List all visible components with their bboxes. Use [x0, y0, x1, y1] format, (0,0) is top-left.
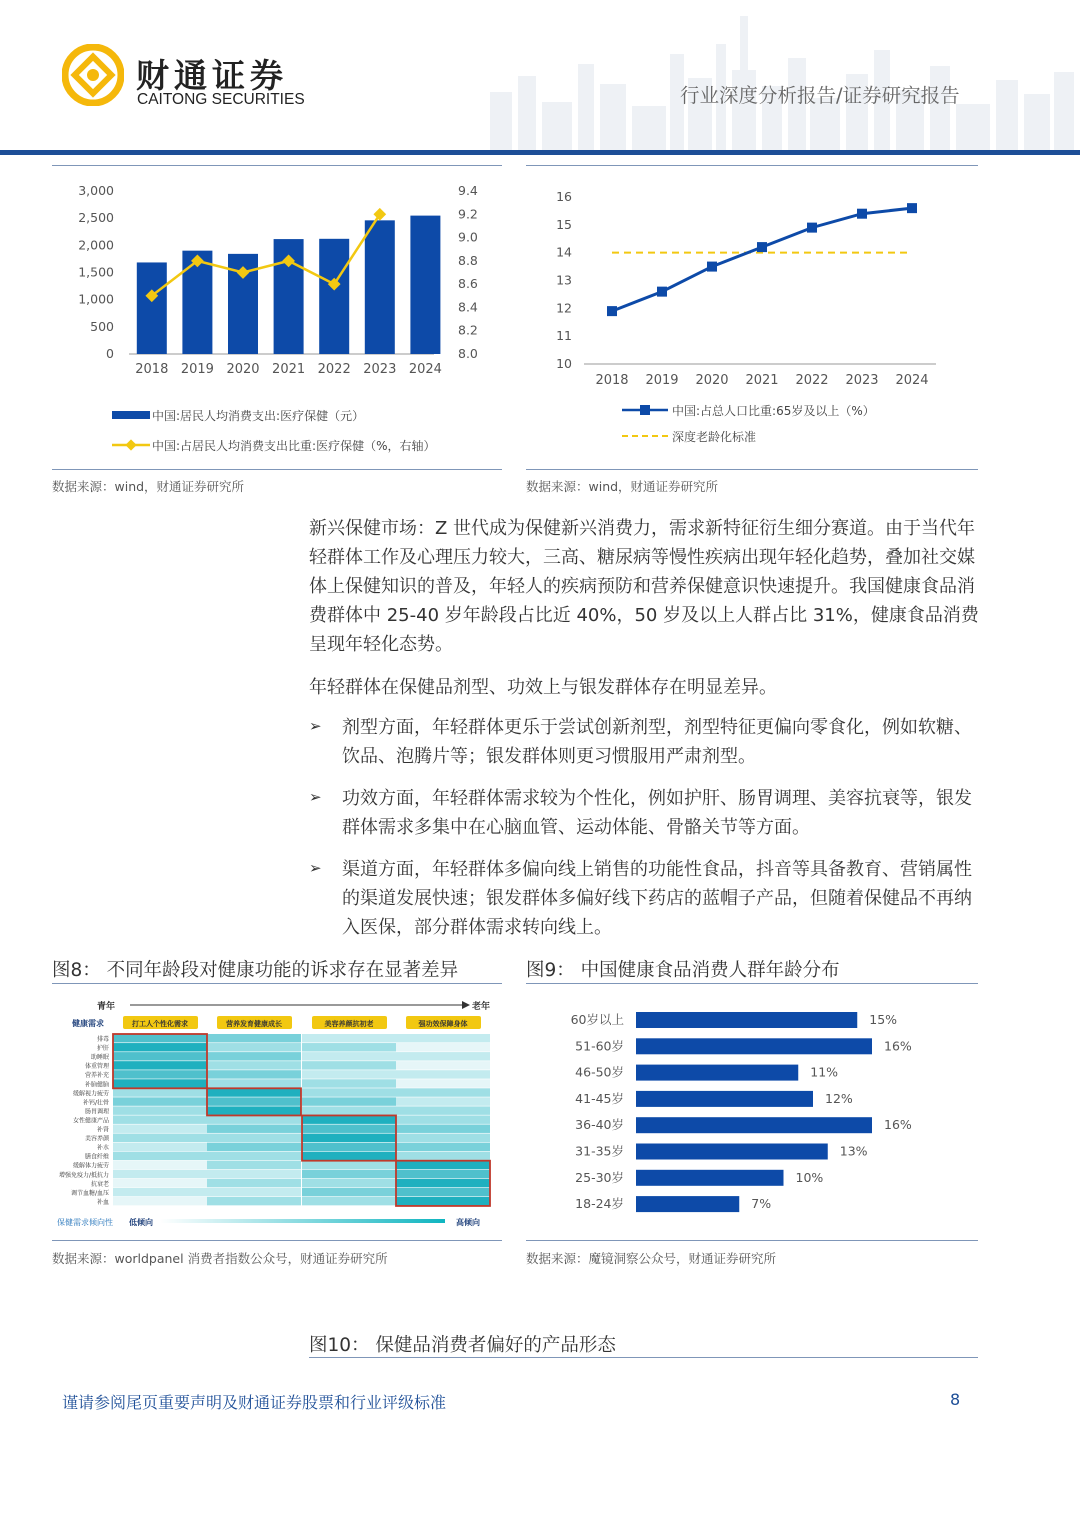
bullet-dosage: 剂型方面，年轻群体更乐于尝试创新剂型，剂型特征更偏向零食化，例如软糖、饮品、泡腾片等；银发群体则更习惯服用严肃剂型。: [342, 717, 972, 767]
chart-left-source: 数据来源：wind，财通证券研究所: [52, 479, 245, 494]
x-tick-label: 2022: [317, 362, 351, 377]
heat-cell: [207, 1034, 301, 1042]
x-tick-label: 2021: [745, 373, 779, 388]
y-left-tick-label: 1,500: [78, 264, 114, 280]
x-tick-label: 2018: [135, 362, 169, 377]
legend-line-marker: [640, 405, 650, 415]
heat-cell: [302, 1070, 396, 1078]
ratio-point-2021: [757, 242, 767, 252]
bar-51-60岁: [636, 1038, 872, 1054]
legend-title: 保健需求倾向性: [57, 1218, 113, 1227]
row-label: 补脑健脑: [84, 1081, 109, 1089]
heat-cell: [302, 1061, 396, 1069]
heat-cell: [113, 1079, 207, 1087]
heat-cell: [396, 1134, 490, 1142]
row-label: 补钙/壮骨: [82, 1099, 109, 1107]
fig8-bottom-rule: [52, 1240, 502, 1241]
ratio-point-2018: [607, 306, 617, 316]
bar-2023: [365, 220, 395, 354]
heat-cell: [302, 1170, 396, 1178]
y-right-tick-label: 8.0: [458, 346, 478, 361]
bar-41-45岁: [636, 1091, 813, 1107]
heat-cell: [113, 1061, 207, 1069]
heat-cell: [396, 1143, 490, 1151]
y-left-tick-label: 500: [90, 318, 114, 334]
heat-cell: [207, 1188, 301, 1196]
row-label: 抗衰老: [90, 1180, 109, 1188]
heat-cell: [207, 1179, 301, 1187]
y-left-tick-label: 0: [106, 346, 114, 361]
age-group-label: 25-30岁: [575, 1169, 624, 1185]
fig8-title: 图8： 不同年龄段对健康功能的诉求存在显著差异: [52, 960, 459, 981]
company-name-en: CAITONG SECURITIES: [137, 91, 305, 108]
y-tick-label: 12: [556, 300, 572, 316]
age-group-label: 41-45岁: [575, 1090, 624, 1106]
x-tick-label: 2020: [226, 362, 260, 377]
heat-cell: [302, 1088, 396, 1096]
heat-cell: [396, 1043, 490, 1051]
row-header-label: 健康需求: [72, 1019, 104, 1028]
ratio-point-2023: [857, 209, 867, 219]
legend-bar-swatch: [112, 411, 150, 419]
heat-cell: [207, 1161, 301, 1169]
heat-cell: [207, 1070, 301, 1078]
chart-right-bottom-rule: [526, 469, 978, 470]
heat-cell: [113, 1143, 207, 1151]
value-label: 12%: [825, 1090, 853, 1106]
bar-25-30岁: [636, 1170, 784, 1186]
heat-cell: [396, 1034, 490, 1042]
heat-cell: [207, 1106, 301, 1114]
heat-cell: [113, 1097, 207, 1105]
heat-cell: [302, 1043, 396, 1051]
heat-cell: [207, 1197, 301, 1205]
ratio-point-2019: [657, 287, 667, 297]
chart-left-top-rule: [52, 165, 502, 166]
heat-cell: [207, 1052, 301, 1060]
x-tick-label: 2022: [795, 373, 829, 388]
heat-cell: [396, 1106, 490, 1114]
bullet-arrow-icon: ➢: [309, 788, 322, 806]
heat-cell: [302, 1161, 396, 1169]
heat-cell: [302, 1115, 396, 1123]
y-right-tick-label: 9.0: [458, 229, 478, 245]
chart-right-source: 数据来源：wind，财通证券研究所: [526, 479, 719, 494]
row-label: 增强免疫力/抵抗力: [58, 1171, 109, 1179]
bar-2024: [410, 216, 440, 354]
ratio-point-2024: [907, 203, 917, 213]
heat-cell: [113, 1161, 207, 1169]
heat-cell: [113, 1070, 207, 1078]
heat-cell: [396, 1197, 490, 1205]
value-label: 16%: [884, 1038, 912, 1054]
heat-cell: [113, 1052, 207, 1060]
y-right-tick-label: 8.4: [458, 299, 478, 315]
heat-cell: [396, 1125, 490, 1133]
heat-cell: [396, 1170, 490, 1178]
age-group-label: 18-24岁: [575, 1196, 624, 1212]
heat-cell: [302, 1143, 396, 1151]
fig8-title-rule: [52, 983, 502, 984]
bar-46-50岁: [636, 1065, 798, 1081]
row-label: 补肾: [96, 1126, 109, 1134]
heat-cell: [396, 1052, 490, 1060]
heat-cell: [113, 1106, 207, 1114]
fig8-source: 数据来源：worldpanel 消费者指数公众号，财通证券研究所: [52, 1251, 388, 1266]
bullet-arrow-icon: ➢: [309, 859, 322, 877]
heat-cell: [207, 1061, 301, 1069]
heat-cell: [207, 1088, 301, 1096]
bar-2018: [137, 262, 167, 354]
x-tick-label: 2021: [272, 362, 306, 377]
heat-cell: [207, 1097, 301, 1105]
age-group-label: 31-35岁: [575, 1143, 624, 1159]
age-group-label: 51-60岁: [575, 1038, 624, 1054]
company-name-cn: 财通证券: [136, 56, 288, 95]
fig10-title: 图10： 保健品消费者偏好的产品形态: [309, 1335, 616, 1356]
heat-cell: [113, 1134, 207, 1142]
value-label: 7%: [751, 1196, 772, 1212]
x-tick-label: 2020: [695, 373, 729, 388]
value-label: 15%: [869, 1012, 898, 1027]
heat-cell: [207, 1170, 301, 1178]
caitong-logo-icon: [62, 44, 124, 106]
row-label: 美容养颜: [84, 1135, 109, 1143]
y-tick-label: 16: [556, 189, 572, 204]
y-right-tick-label: 9.4: [458, 183, 478, 198]
heat-cell: [207, 1043, 301, 1051]
chart-right: [526, 170, 978, 470]
axis-old-label: 老年: [472, 1002, 491, 1012]
x-tick-label: 2024: [408, 362, 442, 377]
x-tick-label: 2019: [180, 362, 214, 377]
bar-36-40岁: [636, 1117, 872, 1133]
heat-cell: [396, 1179, 490, 1187]
chart-left: [52, 170, 502, 470]
heat-cell: [207, 1115, 301, 1123]
value-label: 13%: [839, 1143, 868, 1159]
row-label: 缓解视力疲劳: [72, 1090, 109, 1098]
heat-cell: [113, 1034, 207, 1042]
paragraph-emerging-market: 新兴保健市场：Z 世代成为保健新兴消费力，需求新特征衍生细分赛道。由于当代年轻群体工作及心理压力较大，三高、糖尿病等慢性疾病出现年轻化趋势，叠加社交媒体上保健知识的普及，年轻人的疾病预防和营养保健意识快速提升。我国健康食品消费群体中 25-40 岁年龄段占比近 40%，50 岁及以上人群占比 31%，健康食品消费呈现年轻化态势。: [309, 518, 979, 655]
heat-cell: [207, 1143, 301, 1151]
heat-cell: [396, 1161, 490, 1169]
bullet-channel: 渠道方面，年轻群体多偏向线上销售的功能性食品，抖音等具备教育、营销属性的渠道发展快速；银发群体多偏好线下药店的蓝帽子产品，但随着保健品不再纳入医保，部分群体需求转向线上。: [342, 859, 972, 938]
fig9-title-rule: [526, 983, 978, 984]
row-label: 缓解体力疲劳: [72, 1162, 109, 1170]
y-left-tick-label: 2,000: [78, 237, 114, 253]
value-label: 16%: [884, 1117, 912, 1133]
row-label: 营养补充: [84, 1072, 109, 1080]
legend-low-label: 低倾向: [129, 1218, 153, 1227]
y-left-tick-label: 3,000: [78, 183, 114, 198]
age-group-label: 46-50岁: [575, 1064, 624, 1080]
row-label: 调节血糖/血压: [70, 1189, 109, 1197]
ratio-point-2022: [807, 223, 817, 233]
row-label: 补水: [96, 1144, 109, 1152]
y-right-tick-label: 8.6: [458, 276, 478, 292]
fig10-title-rule: [309, 1357, 978, 1358]
fig9-title: 图9： 中国健康食品消费人群年龄分布: [526, 960, 840, 981]
heat-cell: [396, 1115, 490, 1123]
row-label: 体重管理: [84, 1063, 109, 1071]
axis-young-label: 青年: [97, 1002, 116, 1012]
heat-cell: [302, 1134, 396, 1142]
column-header-label: 美容养颜抗初老: [324, 1020, 374, 1028]
x-tick-label: 2024: [895, 373, 929, 388]
heat-cell: [302, 1188, 396, 1196]
age-group-label: 60岁以上: [570, 1012, 624, 1027]
column-header-label: 强功效保障身体: [418, 1020, 468, 1028]
page-number: 8: [950, 1390, 961, 1409]
section-heading: 年轻群体在保健品剂型、功效上与银发群体存在明显差异。: [309, 677, 777, 698]
fig8-heatmap: [52, 992, 502, 1232]
heat-cell: [113, 1197, 207, 1205]
heat-cell: [302, 1106, 396, 1114]
row-label: 肠胃调理: [84, 1108, 109, 1116]
row-label: 女性健康产品: [72, 1117, 109, 1125]
heat-cell: [113, 1152, 207, 1160]
heat-cell: [396, 1079, 490, 1087]
heat-cell: [396, 1070, 490, 1078]
y-tick-label: 14: [556, 244, 572, 260]
heat-cell: [396, 1188, 490, 1196]
legend-bar-label: 中国:居民人均消费支出:医疗保健（元）: [152, 409, 365, 423]
bar-60岁以上: [636, 1012, 857, 1028]
legend-high-label: 高倾向: [456, 1218, 480, 1227]
x-tick-label: 2018: [595, 373, 629, 388]
heat-cell: [113, 1179, 207, 1187]
legend-line-label: 中国:占总人口比重:65岁及以上（%）: [672, 404, 875, 418]
legend-line-label: 中国:占居民人均消费支出比重:医疗保健（%，右轴）: [152, 439, 436, 453]
heat-cell: [302, 1179, 396, 1187]
y-tick-label: 13: [556, 272, 572, 288]
value-label: 11%: [810, 1064, 839, 1080]
age-axis-arrow-icon: [462, 1001, 470, 1009]
heat-cell: [113, 1088, 207, 1096]
heat-cell: [302, 1097, 396, 1105]
legend-dash-label: 深度老龄化标准: [672, 430, 757, 444]
heat-cell: [113, 1115, 207, 1123]
heat-cell: [302, 1152, 396, 1160]
column-header-label: 打工人个性化需求: [132, 1020, 188, 1028]
heat-cell: [113, 1188, 207, 1196]
heat-cell: [302, 1125, 396, 1133]
y-left-tick-label: 1,000: [78, 291, 114, 307]
y-tick-label: 10: [556, 356, 572, 371]
heat-cell: [396, 1152, 490, 1160]
age-group-label: 36-40岁: [575, 1117, 624, 1133]
chart-right-top-rule: [526, 165, 978, 166]
fig9-chart: [526, 992, 978, 1232]
heat-cell: [207, 1079, 301, 1087]
heat-cell: [113, 1043, 207, 1051]
bar-18-24岁: [636, 1196, 739, 1212]
row-label: 膳食纤维: [84, 1153, 109, 1161]
legend-gradient-bar: [160, 1219, 445, 1223]
fig9-source: 数据来源：魔镜洞察公众号，财通证券研究所: [526, 1251, 777, 1266]
heat-cell: [302, 1034, 396, 1042]
column-header-label: 营养发育健康成长: [226, 1020, 282, 1028]
y-left-tick-label: 2,500: [78, 210, 114, 226]
heat-cell: [396, 1061, 490, 1069]
disclaimer-note[interactable]: 谨请参阅尾页重要声明及财通证券股票和行业评级标准: [62, 1393, 447, 1412]
x-tick-label: 2023: [363, 362, 397, 377]
chart-left-bottom-rule: [52, 469, 502, 470]
row-label: 助睡眠: [90, 1054, 109, 1062]
bullet-arrow-icon: ➢: [309, 717, 322, 735]
heat-cell: [302, 1197, 396, 1205]
fig9-bottom-rule: [526, 1240, 978, 1241]
bullet-efficacy: 功效方面，年轻群体需求较为个性化，例如护肝、肠胃调理、美容抗衰等，银发群体需求多集中在心脑血管、运动体能、骨骼关节等方面。: [342, 788, 972, 838]
value-label: 10%: [795, 1169, 824, 1185]
row-label: 补血: [96, 1198, 109, 1206]
row-label: 护肝: [96, 1045, 109, 1053]
heat-cell: [207, 1134, 301, 1142]
y-tick-label: 15: [556, 216, 572, 232]
heat-cell: [302, 1079, 396, 1087]
heat-cell: [207, 1152, 301, 1160]
heat-cell: [302, 1052, 396, 1060]
bar-2022: [319, 239, 349, 354]
legend-line-marker: [125, 439, 136, 450]
bar-31-35岁: [636, 1144, 828, 1160]
heat-cell: [113, 1170, 207, 1178]
y-right-tick-label: 9.2: [458, 206, 478, 222]
row-label: 排毒: [96, 1036, 109, 1043]
ratio-point-2020: [707, 262, 717, 272]
y-right-tick-label: 8.2: [458, 322, 478, 338]
y-tick-label: 11: [556, 328, 572, 344]
x-tick-label: 2023: [845, 373, 879, 388]
heat-cell: [396, 1097, 490, 1105]
heat-cell: [396, 1088, 490, 1096]
header-divider: [0, 150, 1080, 155]
heat-cell: [207, 1125, 301, 1133]
x-tick-label: 2019: [645, 373, 679, 388]
share-point-2023: [373, 208, 386, 221]
y-right-tick-label: 8.8: [458, 252, 478, 268]
report-type: 行业深度分析报告/证券研究报告: [680, 84, 960, 107]
heat-cell: [113, 1125, 207, 1133]
